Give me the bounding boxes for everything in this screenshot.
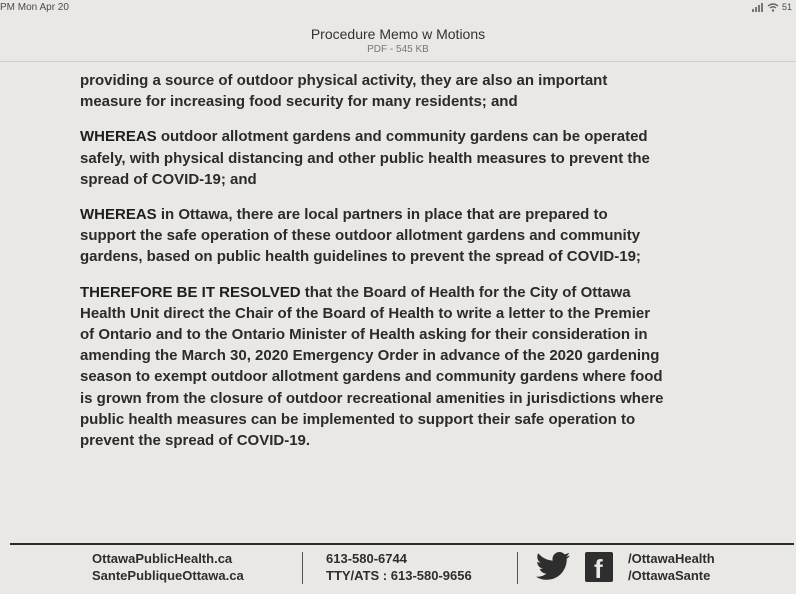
paragraph-lead-keyword: WHEREAS	[80, 206, 157, 224]
footer-social-handles	[628, 550, 715, 584]
footer-divider	[10, 543, 794, 545]
paragraph-line	[80, 303, 750, 324]
document-paragraph	[80, 204, 750, 268]
paragraph-line	[80, 282, 750, 303]
paragraph-line-text: support the safe operation of these outdoor allotment gardens and community	[80, 227, 641, 245]
document-paragraph	[80, 70, 750, 112]
paragraph-line-text: safely, with physical distancing and other public health measures to prevent the	[80, 149, 650, 167]
paragraph-line-text: in Ottawa, there are local partners in place that are prepared to	[156, 206, 608, 224]
paragraph-line-text: public health measures can be implemented to support their safe operation to	[80, 410, 636, 428]
social-handle-fr[interactable]: /OttawaSante	[628, 568, 711, 583]
footer-separator	[517, 552, 518, 584]
twitter-icon[interactable]	[535, 552, 571, 582]
paragraph-line-text: spread of COVID-19; and	[80, 170, 257, 188]
header-divider	[0, 61, 796, 62]
battery-percent: 51	[781, 2, 792, 12]
paragraph-line	[80, 409, 750, 430]
footer-websites	[92, 550, 244, 584]
paragraph-line-text: season to exempt outdoor allotment gardens and community gardens where food	[80, 368, 663, 386]
document-body	[80, 70, 750, 465]
paragraph-line	[80, 345, 750, 366]
document-header	[0, 26, 796, 55]
paragraph-line-text: Health Unit direct the Chair of the Board of Health to write a letter to the Premier	[80, 304, 651, 322]
paragraph-lead-keyword: THEREFORE BE IT RESOLVED	[80, 283, 301, 301]
footer-separator	[302, 552, 303, 584]
status-indicators	[752, 2, 792, 12]
tty-number: TTY/ATS : 613-580-9656	[326, 568, 472, 583]
paragraph-line	[80, 126, 750, 147]
paragraph-line	[80, 225, 750, 246]
paragraph-line	[80, 366, 750, 387]
footer-phones	[326, 550, 472, 584]
paragraph-line-text: providing a source of outdoor physical activity, they are also an important	[80, 72, 608, 89]
paragraph-line	[80, 204, 750, 225]
paragraph-line-text: amending the March 30, 2020 Emergency Order in advance of the 2020 gardening	[80, 347, 660, 365]
signal-icon	[752, 2, 764, 12]
paragraph-line-text: measure for increasing food security for many residents; and	[80, 93, 518, 111]
paragraph-lead-keyword: WHEREAS	[80, 128, 157, 146]
paragraph-line-text: gardens, based on public health guidelines to prevent the spread of COVID-19;	[80, 248, 641, 266]
paragraph-line-text: of Ontario and to the Ontario Minister of Health asking for their consideration in	[80, 326, 648, 344]
paragraph-line	[80, 246, 750, 267]
facebook-icon[interactable]: f	[585, 552, 613, 582]
social-handle-en[interactable]: /OttawaHealth	[628, 551, 715, 566]
paragraph-line	[80, 70, 750, 91]
paragraph-line	[80, 91, 750, 112]
document-footer	[0, 550, 796, 594]
document-paragraph	[80, 282, 750, 452]
paragraph-line-text: outdoor allotment gardens and community gardens can be operated	[156, 128, 648, 146]
paragraph-line	[80, 388, 750, 409]
document-title: Procedure Memo w Motions	[310, 26, 486, 42]
website-fr-link[interactable]: SantePubliqueOttawa.ca	[92, 568, 244, 583]
paragraph-line	[80, 148, 750, 169]
paragraph-line-text: is grown from the closure of outdoor recreational amenities in jurisdictions where	[80, 389, 664, 407]
status-time-date: PM Mon Apr 20	[0, 2, 69, 13]
phone-number: 613-580-6744	[326, 551, 407, 566]
document-paragraph	[80, 126, 750, 190]
paragraph-line	[80, 430, 750, 451]
paragraph-line	[80, 169, 750, 190]
status-bar	[0, 0, 796, 18]
wifi-icon	[767, 3, 779, 12]
paragraph-line-text: that the Board of Health for the City of Ottawa	[300, 283, 631, 301]
website-en-link[interactable]: OttawaPublicHealth.ca	[92, 551, 233, 566]
paragraph-line	[80, 324, 750, 345]
paragraph-line-text: prevent the spread of COVID-19.	[80, 432, 311, 450]
document-file-info: PDF - 545 KB	[367, 44, 429, 55]
